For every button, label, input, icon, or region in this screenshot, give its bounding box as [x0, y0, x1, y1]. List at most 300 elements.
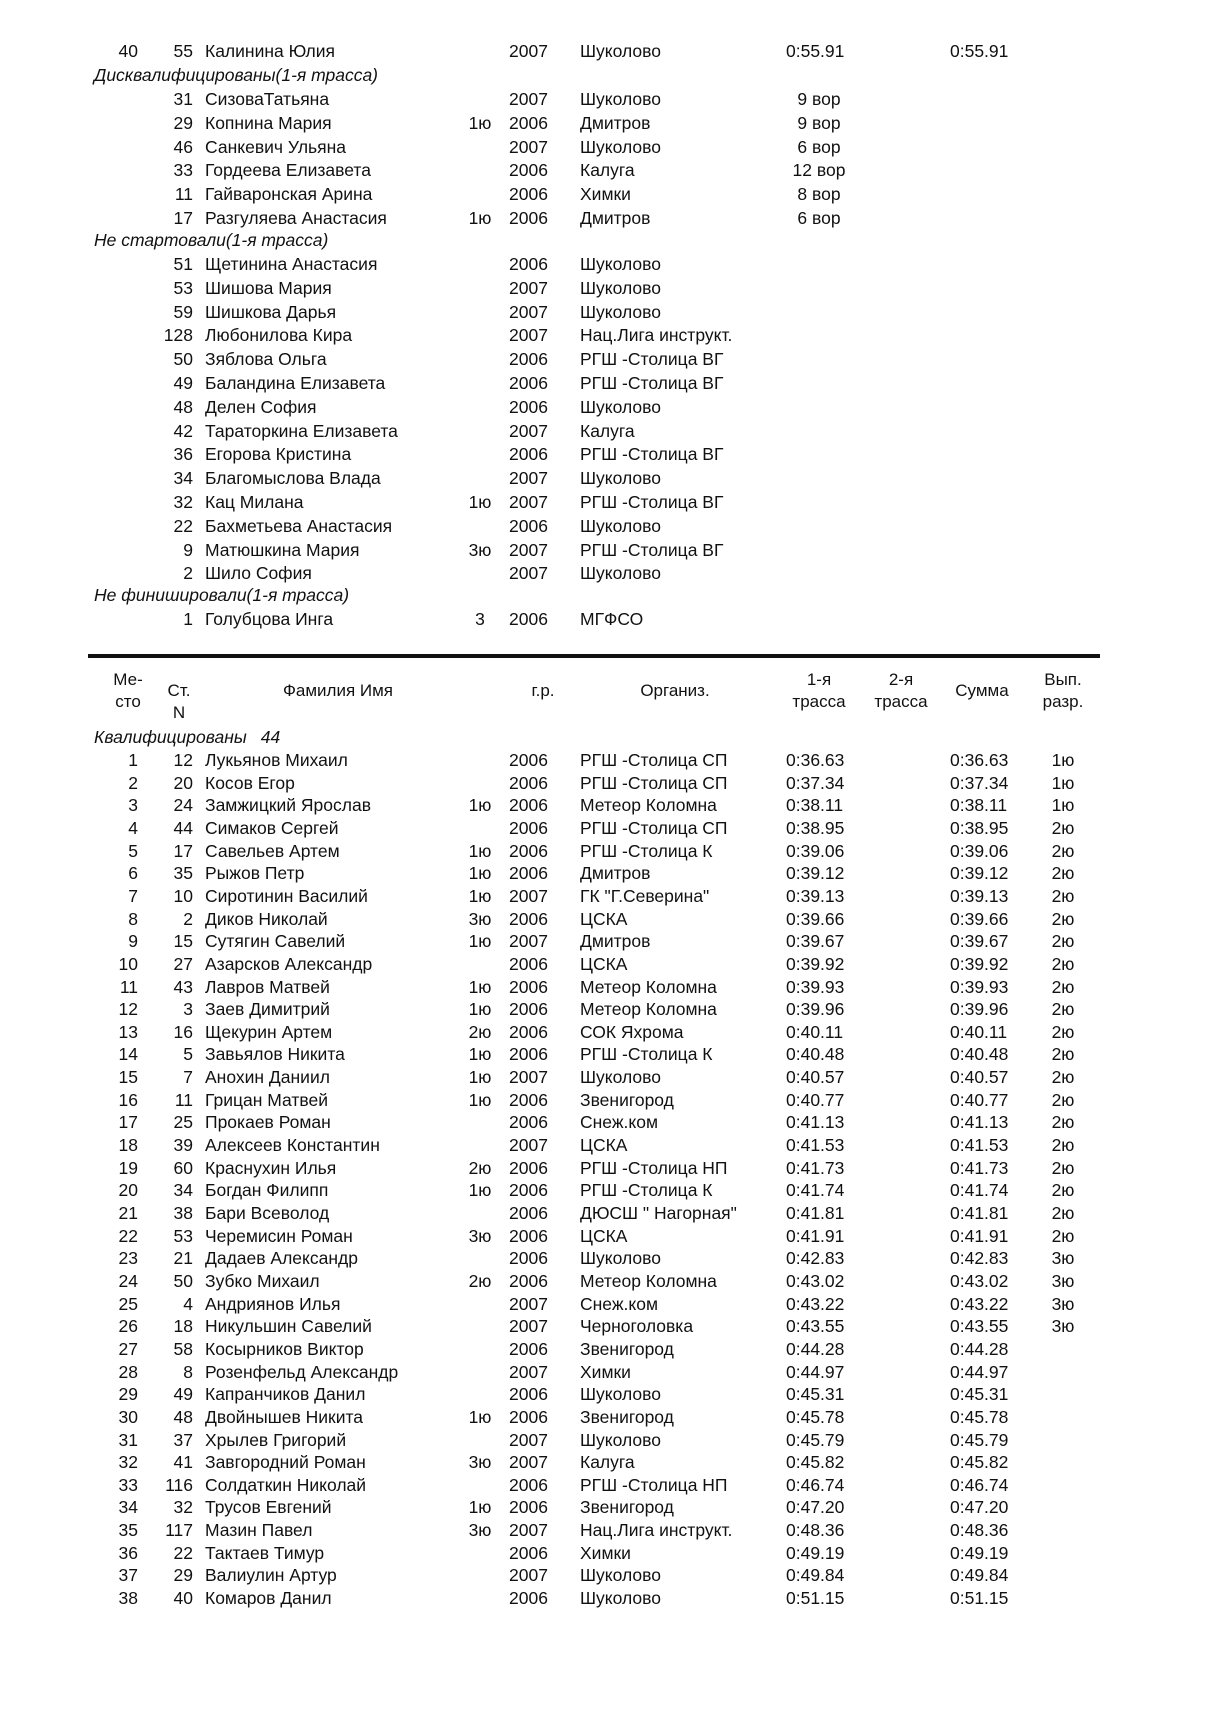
table-row	[0, 372, 1214, 395]
place-cell: 18	[118, 1135, 138, 1156]
place-cell: 25	[118, 1293, 138, 1314]
sum-cell: 0:39.93	[950, 976, 1009, 997]
run1-cell: 0:39.66	[786, 908, 845, 929]
place-cell: 12	[118, 999, 138, 1020]
year-cell: 2006	[509, 976, 548, 997]
table-row	[0, 1293, 1214, 1316]
sum-cell: 0:39.67	[950, 931, 1009, 952]
table-row	[0, 253, 1214, 276]
sum-cell: 0:43.55	[950, 1316, 1009, 1337]
year-cell: 2006	[509, 1474, 548, 1495]
name-cell: Андриянов Илья	[205, 1293, 341, 1314]
org-cell: Звенигород	[580, 1406, 674, 1427]
table-row	[0, 885, 1214, 908]
org-cell: ЦСКА	[580, 908, 628, 929]
place-cell: 1	[128, 750, 138, 770]
class-cell: 2ю	[1051, 1044, 1075, 1065]
name-cell: Двойнышев Никита	[205, 1406, 364, 1427]
run1-cell: 0:45.31	[786, 1384, 845, 1405]
run1-cell: 0:41.13	[786, 1112, 845, 1133]
class-cell: 2ю	[1051, 1021, 1075, 1042]
org-cell: РГШ -Столица СП	[580, 750, 728, 770]
note-cell: 6 вор	[797, 208, 841, 228]
run1-cell: 0:44.97	[786, 1361, 845, 1382]
org-cell: Метеор Коломна	[580, 999, 717, 1020]
name-cell: Кац Милана	[205, 492, 304, 512]
sum-cell: 0:39.12	[950, 863, 1009, 884]
year-cell: 2006	[509, 750, 548, 770]
run1-cell: 0:48.36	[786, 1520, 845, 1541]
year-cell: 2007	[509, 1520, 548, 1541]
sum-cell: 0:45.31	[950, 1384, 1009, 1405]
header-name: Фамилия Имя	[282, 681, 394, 700]
rank-cell: 1ю	[468, 1497, 492, 1518]
year-cell: 2007	[509, 1361, 548, 1382]
org-cell: Дмитров	[580, 112, 651, 133]
bib-cell: 7	[183, 1067, 193, 1088]
sum-cell: 0:43.22	[950, 1293, 1009, 1314]
bib-cell: 40	[173, 1588, 193, 1609]
bib-cell: 29	[173, 112, 193, 133]
name-cell: Лавров Матвей	[205, 976, 330, 997]
bib-cell: 32	[173, 492, 193, 512]
class-cell: 3ю	[1051, 1316, 1075, 1337]
name-cell: Заев Димитрий	[205, 999, 330, 1020]
name-cell: Завьялов Никита	[205, 1044, 345, 1065]
table-row	[0, 1089, 1214, 1112]
bib-cell: 116	[165, 1474, 193, 1495]
place-cell: 20	[118, 1180, 138, 1201]
sum-cell: 0:55.91	[950, 41, 1009, 61]
place-cell: 3	[128, 795, 138, 816]
name-cell: Азарсков Александр	[205, 953, 373, 974]
place-cell: 5	[128, 840, 138, 861]
name-cell: Трусов Евгений	[205, 1497, 332, 1518]
run1-cell: 0:43.55	[786, 1316, 845, 1337]
header-class-line2: разр.	[1042, 692, 1084, 711]
bib-cell: 58	[173, 1338, 193, 1359]
bib-cell: 59	[173, 301, 193, 322]
name-cell: Зубко Михаил	[205, 1270, 320, 1291]
org-cell: РГШ -Столица К	[580, 1044, 713, 1065]
year-cell: 2006	[509, 1180, 548, 1201]
place-cell: 10	[118, 953, 138, 974]
run1-cell: 0:55.91	[786, 41, 845, 61]
place-cell: 33	[118, 1474, 138, 1495]
year-cell: 2007	[509, 1293, 548, 1314]
table-row	[0, 772, 1214, 795]
name-cell: Тактаев Тимур	[205, 1542, 325, 1563]
class-cell: 3ю	[1051, 1248, 1075, 1269]
table-row	[0, 1270, 1214, 1293]
run1-cell: 0:45.79	[786, 1429, 845, 1450]
org-cell: Химки	[580, 1542, 631, 1563]
class-cell: 2ю	[1051, 908, 1075, 929]
table-row	[0, 1519, 1214, 1542]
name-cell: Черемисин Роман	[205, 1225, 353, 1246]
year-cell: 2006	[509, 908, 548, 929]
org-cell: Шуколово	[580, 1588, 661, 1609]
rank-cell: 1ю	[468, 112, 492, 133]
place-cell: 40	[118, 41, 138, 61]
rank-cell: 1ю	[468, 931, 492, 952]
table-row	[0, 1157, 1214, 1180]
bib-cell: 29	[173, 1565, 193, 1586]
bib-cell: 53	[173, 277, 193, 298]
bib-cell: 37	[173, 1429, 193, 1450]
year-cell: 2006	[509, 160, 548, 181]
year-cell: 2007	[509, 89, 548, 109]
bib-cell: 33	[173, 160, 193, 181]
run1-cell: 0:39.13	[786, 885, 845, 906]
name-cell: Бахметьева Анастасия	[205, 515, 393, 536]
bib-cell: 20	[173, 772, 193, 793]
run1-cell: 0:51.15	[786, 1588, 845, 1609]
name-cell: Анохин Даниил	[205, 1067, 330, 1088]
year-cell: 2007	[509, 1067, 548, 1088]
name-cell: Хрылев Григорий	[205, 1429, 347, 1450]
year-cell: 2006	[509, 953, 548, 974]
name-cell: Симаков Сергей	[205, 817, 339, 838]
table-row	[0, 420, 1214, 443]
name-cell: Санкевич Ульяна	[205, 136, 347, 157]
name-cell: Никульшин Савелий	[205, 1316, 372, 1337]
header-place	[100, 669, 156, 713]
org-cell: Шуколово	[580, 301, 661, 322]
sum-cell: 0:41.13	[950, 1112, 1009, 1133]
class-cell: 2ю	[1051, 863, 1075, 884]
bib-cell: 36	[173, 444, 193, 465]
bib-cell: 18	[173, 1316, 193, 1337]
rank-cell: 1ю	[468, 976, 492, 997]
run1-cell: 0:43.02	[786, 1270, 845, 1291]
table-row	[0, 1406, 1214, 1429]
table-row	[0, 443, 1214, 466]
sum-cell: 0:45.78	[950, 1406, 1009, 1427]
table-row	[0, 1474, 1214, 1497]
place-cell: 24	[118, 1270, 138, 1291]
class-cell: 2ю	[1051, 976, 1075, 997]
run1-cell: 0:40.77	[786, 1089, 845, 1110]
name-cell: Голубцова Инга	[205, 609, 334, 629]
run1-cell: 0:45.78	[786, 1406, 845, 1427]
header-class-line1: Вып.	[1044, 670, 1082, 689]
year-cell: 2007	[509, 468, 548, 489]
year-cell: 2006	[509, 1406, 548, 1427]
table-row	[0, 136, 1214, 159]
rank-cell: 1ю	[468, 1044, 492, 1065]
bib-cell: 1	[183, 609, 193, 629]
table-row	[0, 908, 1214, 931]
name-cell: Краснухин Илья	[205, 1157, 337, 1178]
run1-cell: 0:39.96	[786, 999, 845, 1020]
table-row	[0, 1564, 1214, 1587]
org-cell: РГШ -Столица ВГ	[580, 492, 724, 512]
note-cell: 6 вор	[797, 136, 841, 157]
bib-cell: 4	[183, 1293, 193, 1314]
header-org: Организ.	[640, 681, 710, 700]
year-cell: 2007	[509, 539, 548, 560]
sum-cell: 0:49.84	[950, 1565, 1009, 1586]
bib-cell: 9	[183, 539, 193, 560]
org-cell: РГШ -Столица ВГ	[580, 373, 724, 393]
name-cell: Рыжов Петр	[205, 863, 305, 884]
class-cell: 1ю	[1051, 750, 1075, 770]
table-row	[0, 1134, 1214, 1157]
rank-cell: 2ю	[468, 1157, 492, 1178]
table-row	[0, 1315, 1214, 1338]
table-row	[0, 608, 1214, 631]
table-row	[0, 324, 1214, 347]
class-cell: 2ю	[1051, 999, 1075, 1020]
name-cell: Шишкова Дарья	[205, 301, 337, 322]
table-row	[0, 953, 1214, 976]
bib-cell: 17	[173, 840, 193, 861]
bib-cell: 117	[165, 1520, 193, 1541]
year-cell: 2006	[509, 1089, 548, 1110]
run1-cell: 0:41.74	[786, 1180, 845, 1201]
table-row	[0, 1542, 1214, 1565]
table-row	[0, 539, 1214, 562]
name-cell: Делен София	[205, 396, 317, 417]
org-cell: Калуга	[580, 1452, 635, 1473]
rank-cell: 3ю	[468, 1452, 492, 1473]
org-cell: Метеор Коломна	[580, 795, 717, 816]
run1-cell: 0:39.12	[786, 863, 845, 884]
org-cell: РГШ -Столица ВГ	[580, 349, 724, 370]
org-cell: Шуколово	[580, 136, 661, 157]
org-cell: Звенигород	[580, 1089, 674, 1110]
place-cell: 16	[118, 1089, 138, 1110]
year-cell: 2006	[509, 1044, 548, 1065]
org-cell: ЦСКА	[580, 1225, 628, 1246]
org-cell: РГШ -Столица К	[580, 1180, 713, 1201]
name-cell: Косырников Виктор	[205, 1338, 364, 1359]
sum-cell: 0:39.66	[950, 908, 1009, 929]
sum-cell: 0:39.92	[950, 953, 1009, 974]
rank-cell: 3ю	[468, 539, 492, 560]
year-cell: 2006	[509, 1112, 548, 1133]
name-cell: Гайваронская Арина	[205, 184, 373, 205]
year-cell: 2007	[509, 301, 548, 322]
class-cell: 2ю	[1051, 817, 1075, 838]
org-cell: Метеор Коломна	[580, 976, 717, 997]
header-bib-line2: N	[172, 703, 186, 722]
header-sum: Сумма	[955, 681, 1009, 700]
bib-cell: 46	[173, 136, 193, 157]
year-cell: 2006	[509, 1338, 548, 1359]
org-cell: Метеор Коломна	[580, 1270, 717, 1291]
sum-cell: 0:45.82	[950, 1452, 1009, 1473]
section-title-did-not-start: Не стартовали(1-я трасса)	[94, 230, 329, 250]
year-cell: 2006	[509, 1021, 548, 1042]
class-cell: 2ю	[1051, 840, 1075, 861]
sum-cell: 0:41.74	[950, 1180, 1009, 1201]
year-cell: 2007	[509, 492, 548, 512]
note-cell: 9 вор	[797, 89, 841, 109]
run1-cell: 0:41.81	[786, 1203, 845, 1223]
sum-cell: 0:47.20	[950, 1497, 1009, 1518]
table-row	[0, 840, 1214, 863]
org-cell: Шуколово	[580, 1429, 661, 1450]
class-cell: 2ю	[1051, 1203, 1075, 1223]
rank-cell: 1ю	[468, 1180, 492, 1201]
bib-cell: 3	[183, 999, 193, 1020]
bib-cell: 49	[173, 1384, 193, 1405]
table-row	[0, 794, 1214, 817]
bib-cell: 43	[173, 976, 193, 997]
note-cell: 8 вор	[797, 184, 841, 205]
class-cell: 2ю	[1051, 1180, 1075, 1201]
name-cell: Грицан Матвей	[205, 1089, 329, 1110]
place-cell: 35	[118, 1520, 138, 1541]
class-cell: 2ю	[1051, 1157, 1075, 1178]
rank-cell: 3ю	[468, 1225, 492, 1246]
org-cell: ДЮСШ " Нагорная"	[580, 1203, 737, 1223]
run1-cell: 0:49.19	[786, 1542, 845, 1563]
sum-cell: 0:46.74	[950, 1474, 1009, 1495]
year-cell: 2006	[509, 208, 548, 228]
table-row	[0, 1451, 1214, 1474]
place-cell: 6	[128, 863, 138, 884]
sum-cell: 0:38.11	[950, 795, 1008, 816]
header-run2-line1: 2-я	[888, 670, 914, 689]
qualified-label: Квалифицированы	[94, 727, 247, 747]
sum-cell: 0:42.83	[950, 1248, 1009, 1269]
rank-cell: 3ю	[468, 1520, 492, 1541]
org-cell: РГШ -Столица К	[580, 840, 713, 861]
table-row	[0, 159, 1214, 182]
place-cell: 29	[118, 1384, 138, 1405]
name-cell: Щекурин Артем	[205, 1021, 333, 1042]
bib-cell: 38	[173, 1203, 193, 1223]
table-row	[0, 1361, 1214, 1384]
rank-cell: 1ю	[468, 885, 492, 906]
bib-cell: 128	[163, 325, 193, 346]
name-cell: Диков Николай	[205, 908, 328, 929]
run1-cell: 0:40.57	[786, 1067, 845, 1088]
year-cell: 2006	[509, 1248, 548, 1269]
name-cell: Капранчиков Данил	[205, 1384, 366, 1405]
header-bib-line1: Ст.	[167, 681, 191, 700]
name-cell: Замжицкий Ярослав	[205, 795, 372, 816]
class-cell: 2ю	[1051, 953, 1075, 974]
place-cell: 36	[118, 1542, 138, 1563]
place-cell: 22	[118, 1225, 138, 1246]
year-cell: 2006	[509, 254, 548, 274]
name-cell: Мазин Павел	[205, 1520, 313, 1541]
bib-cell: 12	[173, 750, 193, 770]
name-cell: Любонилова Кира	[205, 325, 353, 346]
year-cell: 2007	[509, 563, 548, 584]
bib-cell: 55	[173, 41, 193, 61]
org-cell: Шуколово	[580, 1384, 661, 1405]
rank-cell: 1ю	[468, 840, 492, 861]
place-cell: 14	[118, 1044, 138, 1065]
year-cell: 2006	[509, 1225, 548, 1246]
place-cell: 28	[118, 1361, 138, 1382]
year-cell: 2006	[509, 609, 548, 629]
class-cell: 2ю	[1051, 931, 1075, 952]
year-cell: 2007	[509, 277, 548, 298]
year-cell: 2007	[509, 325, 548, 346]
name-cell: Розенфельд Александр	[205, 1361, 399, 1382]
name-cell: Косов Егор	[205, 772, 295, 793]
year-cell: 2006	[509, 817, 548, 838]
year-cell: 2007	[509, 136, 548, 157]
org-cell: Нац.Лига инструкт.	[580, 325, 733, 346]
table-row	[0, 562, 1214, 585]
year-cell: 2007	[509, 1452, 548, 1473]
org-cell: ЦСКА	[580, 1135, 628, 1156]
org-cell: Калуга	[580, 420, 635, 441]
table-row	[0, 749, 1214, 772]
header-run1-line2: трасса	[792, 692, 846, 711]
table-row	[0, 1021, 1214, 1044]
bib-cell: 16	[173, 1021, 193, 1042]
place-cell: 21	[118, 1203, 138, 1223]
org-cell: Шуколово	[580, 1067, 661, 1088]
class-cell: 3ю	[1051, 1293, 1075, 1314]
run1-cell: 0:36.63	[786, 750, 845, 770]
org-cell: РГШ -Столица СП	[580, 817, 728, 838]
table-row	[0, 301, 1214, 324]
header-class	[1030, 669, 1096, 713]
run1-cell: 0:40.11	[786, 1021, 844, 1042]
year-cell: 2006	[509, 1497, 548, 1518]
sum-cell: 0:45.79	[950, 1429, 1009, 1450]
place-cell: 7	[128, 885, 138, 906]
bib-cell: 11	[174, 1089, 193, 1110]
table-row	[0, 930, 1214, 953]
rank-cell: 1ю	[468, 1406, 492, 1427]
name-cell: Дадаев Александр	[205, 1248, 358, 1269]
org-cell: РГШ -Столица НП	[580, 1157, 728, 1178]
name-cell: Савельев Артем	[205, 840, 340, 861]
org-cell: Снеж.ком	[580, 1112, 659, 1133]
year-cell: 2007	[509, 1429, 548, 1450]
sum-cell: 0:38.95	[950, 817, 1009, 838]
name-cell: СизоваТатьяна	[205, 89, 330, 109]
sum-cell: 0:49.19	[950, 1542, 1009, 1563]
bib-cell: 41	[173, 1452, 193, 1473]
table-row	[0, 1383, 1214, 1406]
rank-cell: 1ю	[468, 863, 492, 884]
table-row	[0, 862, 1214, 885]
sum-cell: 0:37.34	[950, 772, 1009, 793]
bib-cell: 60	[173, 1157, 193, 1178]
table-row	[0, 1066, 1214, 1089]
place-cell: 26	[118, 1316, 138, 1337]
rank-cell: 1ю	[468, 999, 492, 1020]
table-row	[0, 40, 1214, 63]
bib-cell: 48	[173, 1406, 193, 1427]
org-cell: СОК Яхрома	[580, 1021, 684, 1042]
place-cell: 27	[118, 1338, 138, 1359]
table-row	[0, 183, 1214, 206]
table-row	[0, 817, 1214, 840]
section-title-disqualified: Дисквалифицированы(1-я трасса)	[94, 65, 379, 85]
run1-cell: 0:38.11	[786, 795, 844, 816]
table-row	[0, 348, 1214, 371]
run1-cell: 0:47.20	[786, 1497, 845, 1518]
table-row	[0, 1179, 1214, 1202]
bib-cell: 53	[173, 1225, 193, 1246]
year-cell: 2006	[509, 1588, 548, 1609]
bib-cell: 22	[173, 1542, 193, 1563]
year-cell: 2006	[509, 863, 548, 884]
place-cell: 30	[118, 1406, 138, 1427]
